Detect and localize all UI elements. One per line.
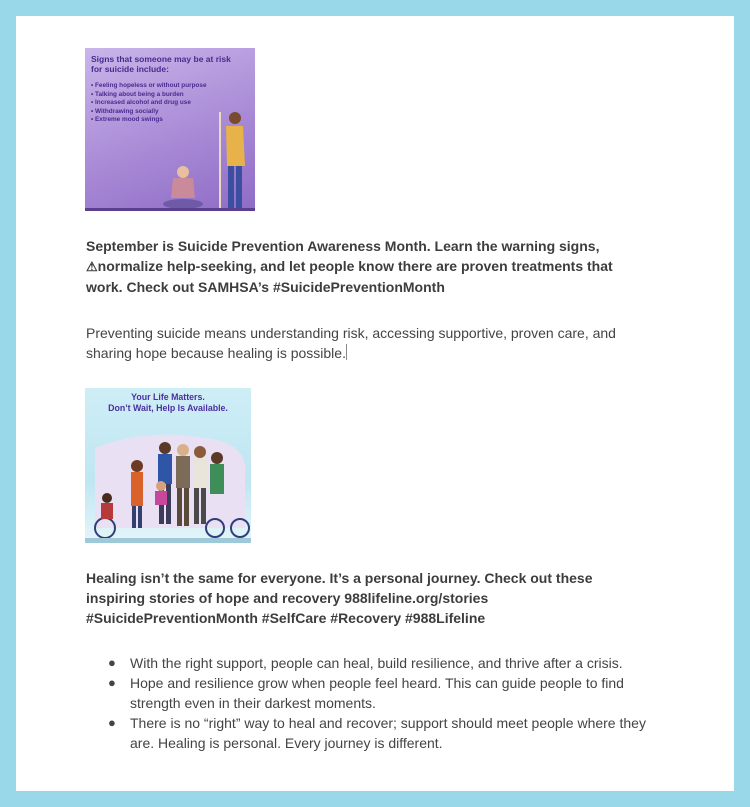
- warning-sign-item: • Increased alcohol and drug use: [91, 99, 207, 108]
- text-cursor: [346, 344, 347, 360]
- post2-line3: #SuicidePreventionMonth #SelfCare #Recovery #988Lifeline: [86, 610, 486, 626]
- warning-signs-image: [85, 48, 255, 211]
- bullet-icon: ●: [108, 655, 116, 670]
- bullet-icon: ●: [108, 675, 116, 690]
- bullet-icon: ●: [108, 715, 116, 730]
- bullet-text: are. Healing is personal. Every journey is different.: [130, 735, 443, 751]
- list-item: [86, 673, 706, 713]
- bullet-text: Hope and resilience grow when people feel heard. This can guide people to find: [130, 675, 624, 691]
- bullet-text: strength even in their darkest moments.: [130, 695, 376, 711]
- post1-line3: work. Check out SAMHSA’s #SuicidePreventionMonth: [86, 279, 445, 295]
- warning-sign-item: • Withdrawing socially: [91, 108, 207, 117]
- warning-sign-item: • Extreme mood swings: [91, 116, 207, 125]
- help-available-image: [85, 388, 251, 543]
- caption-line2: Don’t Wait, Help Is Available.: [108, 403, 228, 413]
- community-illustration: [85, 388, 251, 543]
- paragraph-line1: Preventing suicide means understanding risk, accessing supportive, proven care, and: [86, 325, 616, 341]
- paragraph-line2: sharing hope because healing is possible.: [86, 345, 346, 361]
- key-message-list: [86, 653, 706, 753]
- post2-line2: inspiring stories of hope and recovery 988lifeline.org/stories: [86, 590, 489, 606]
- warning-sign-item: • Feeling hopeless or without purpose: [91, 82, 207, 91]
- document-page: [16, 16, 734, 791]
- warning-sign-item: • Talking about being a burden: [91, 91, 207, 100]
- caption-line1: Your Life Matters.: [131, 392, 205, 402]
- post2-line1: Healing isn’t the same for everyone. It’s a personal journey. Check out these: [86, 570, 593, 586]
- post1-line2: normalize help-seeking, and let people know there are proven treatments that: [97, 258, 613, 274]
- warning-signs-title: Signs that someone may be at risk for suicide include:: [91, 54, 231, 74]
- post1-line1: September is Suicide Prevention Awareness Month. Learn the warning signs,: [86, 238, 600, 254]
- warning-icon: ⚠: [86, 259, 98, 274]
- post2-text: [86, 568, 686, 628]
- post1-text: [86, 236, 686, 297]
- list-item: [86, 713, 706, 753]
- bullet-text: With the right support, people can heal, build resilience, and thrive after a crisis.: [130, 655, 623, 671]
- prevention-paragraph[interactable]: [86, 323, 686, 363]
- people-illustration: [85, 48, 255, 211]
- list-item: [86, 653, 706, 673]
- bullet-text: There is no “right” way to heal and recover; support should meet people where they: [130, 715, 646, 731]
